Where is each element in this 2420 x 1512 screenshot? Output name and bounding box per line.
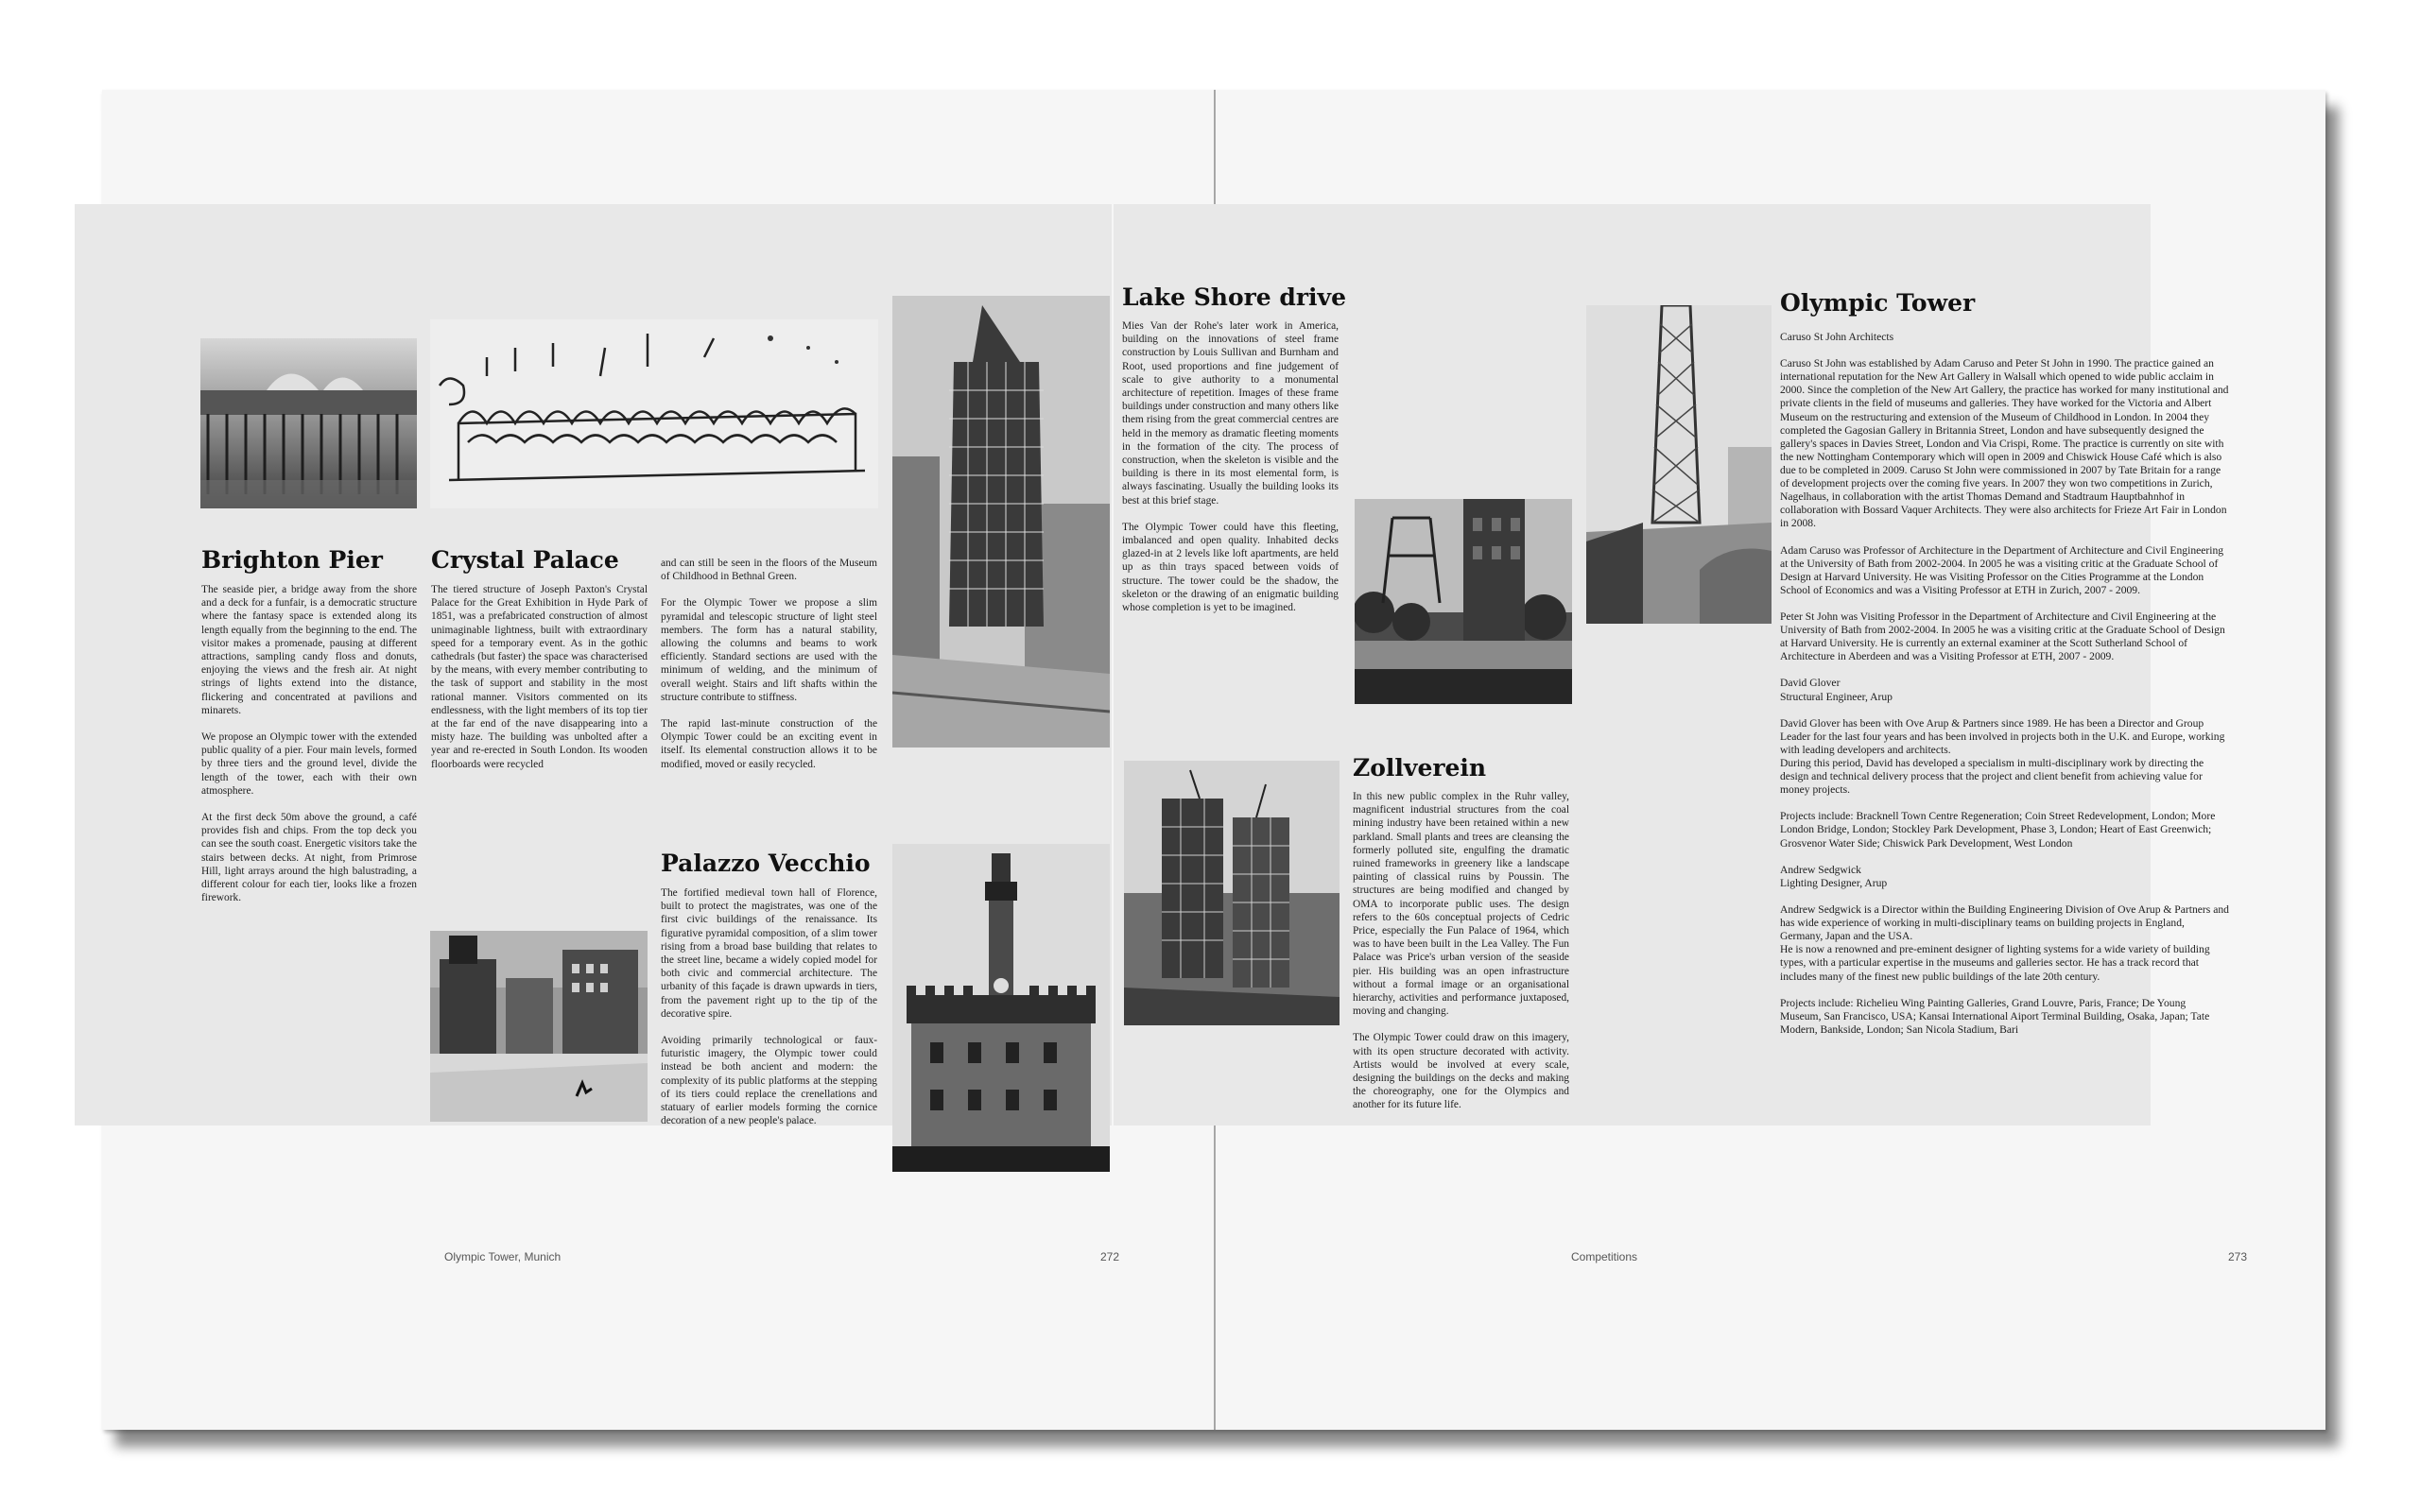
paragraph: Adam Caruso was Professor of Architecture in the Department of Architecture and Civil Engineering at the University of Bath from 2002-2004. In 2005 he was a visiting critic at the Graduate School of Design at Harvard University. He was Visiting Professor on the Cities Programme at the London School of Economics and was a Visiting Professor at ETH in Zurich, 2007 - 2009.	[1780, 543, 2224, 596]
olympic-tower-lattice-photo	[1586, 305, 1772, 624]
brighton-pier-photo	[200, 338, 417, 508]
paragraph: David Glover Structural Engineer, Arup	[1780, 677, 1893, 703]
paragraph: Andrew Sedgwick is a Director within the Building Engineering Division of Ove Arup & Partners and has wide experience of working in multi-disciplinary teams on building projects in England, Germany, Japan and the USA. He is now a renowned and pre-eminent designer of lighting systems for a wide variety of building types, with a particular expertise in the museums and galleries sector. He has a track record that includes many of the finest new public buildings of the late 20th century.	[1780, 903, 2229, 983]
palazzo-vecchio-text	[661, 886, 877, 1141]
zollverein-text	[1353, 790, 1569, 1125]
paragraph: Mies Van der Rohe's later work in America, building on the innovations of steel frame construction by Louis Sullivan and Burnham and Root, used proportions and fine judgement of scale to give authority to a monumental architecture of repetition. Images of these frame buildings under construction and many others like them rising from the great commercial centres are held in the memory as dramatic fleeting moments in the formation of the city. The process of construction, when the skeleton is visible and the building is there in its most elemental form, is always fascinating. Usually the building looks its best at this brief stage.	[1122, 320, 1339, 507]
lake-shore-towers-construction-photo	[1124, 761, 1340, 1025]
paragraph: The seaside pier, a bridge away from the shore and a deck for a funfair, is a democratic structure where the fantasy space is extended along its length equally from the beginning to the end. The visitor makes a promenade, pausing at different attractions, sampling candy floss and donuts, enjoying the views and the fresh air. At night strings of lights extend into the distance, flickering and concentrated at pavilions and minarets.	[201, 584, 417, 716]
left-running-footer: Olympic Tower, Munich	[444, 1250, 562, 1263]
paragraph: At the first deck 50m above the ground, a café provides fish and chips. From the top deck you can see the south coast. Energetic visitors take the stairs between decks. At night, from Primrose Hill, light arrays around the high balustrading, a different colour for each tier, looks like a frozen firework.	[201, 812, 417, 904]
palazzo-vecchio-photo	[892, 844, 1110, 1172]
paragraph: and can still be seen in the floors of the Museum of Childhood in Bethnal Green.	[661, 558, 877, 583]
paragraph: Caruso St John was established by Adam Caruso and Peter St John in 1990. The practice gained an international reputation for the New Art Gallery in Walsall which opened to wide public acclaim in 2000. Since the completion of the New Art Gallery, the practice has worked for many institutional and private clients in the field of museums and galleries. They have worked for the Victoria and Albert Museum on the restructuring and extension of the Museum of Childhood in London. In 2004 they completed the Gagosian Gallery in Britannia Street, London and have subsequently designed the gallery's spaces in Davies Street, London and Via Crispi, Rome. The practice is currently on site with the new Nottingham Contemporary which will open in 2009 and Chiswick House Café which is also due to be completed in 2009. Caruso St John were commissioned in 2007 by Tate Britain for a range of development projects over the coming five years. In 2007 they won two competitions in Zurich, Nagelhaus, in collaboration with the artist Thomas Demand and Stadtraum Hauptbahnhof in collaboration with Bossard Vaquer Architects. They were also architects for Frieze Art Fair in London in 2008.	[1780, 357, 2229, 530]
paragraph: For the Olympic Tower we propose a slim pyramidal and telescopic structure of light steel members. The form has a natural stability, allowing the columns and beams to work efficiently. Standard sections are used with the minimum of welding, and the minimum of overall weight. Stairs and lift shafts within the structure contribute to stiffness.	[661, 597, 877, 703]
crystal-palace-sketch	[430, 319, 878, 508]
brighton-pier-text	[201, 583, 417, 918]
paragraph: Andrew Sedgwick Lighting Designer, Arup	[1780, 863, 1888, 889]
paragraph: In this new public complex in the Ruhr valley, magnificent industrial structures from the coal mining industry have been retained within a new parkland. Small plants and trees are cleansing the formerly polluted site, engulfing the dramatic ruined frameworks in greenery like a landscape painting of classical ruins by Poussin. The structures are being modified and changed by OMA to incorporate public uses. The design refers to the 60s conceptual projects of Cedric Price, especially the Fun Palace of 1964, which was to have been built in the Lea Valley. The Fun Palace was Price's urban version of the seaside pier. His building was an open infrastructure without a formal image or an organisational hierarchy, activities and performance juxtaposed, moving and changing.	[1353, 791, 1569, 1018]
olympic-tower-credits	[1780, 331, 2229, 1050]
crystal-palace-text	[431, 583, 648, 784]
paragraph: The Olympic Tower could draw on this imagery, with its open structure decorated with activity. Artists would be involved at every scale, designing the buildings on the decks and making the choreography, one for the Olympics and another for its future life.	[1353, 1032, 1569, 1111]
paragraph: Projects include: Bracknell Town Centre Regeneration; Coin Street Redevelopment, London; More London Bridge, London; Stockley Park Development, Phase 3, London; Heart of East Greenwich; Grosvenor Water Side; Chiswick Park Development, West London	[1780, 810, 2216, 850]
palazzo-vecchio-heading: Palazzo Vecchio	[661, 850, 871, 877]
paragraph: Peter St John was Visiting Professor in the Department of Architecture and Civil Engineering at the University of Bath from 2002-2004. In 2005 he was a visiting critic at the Graduate School of Design at Harvard University. He is currently an external examiner at the Scott Sutherland School of Architecture in Aberdeen and was a Visiting Professor at ETH, 2007 - 2009.	[1780, 610, 2225, 663]
crystal-palace-heading: Crystal Palace	[431, 546, 619, 574]
paragraph: Avoiding primarily technological or faux-futuristic imagery, the Olympic tower could instead be both ancient and modern: the complexity of its public platforms at the stepping of its tiers could replace the crenellations and statuary of earlier models forming the cornice decoration of a new people's palace.	[661, 1035, 877, 1127]
paragraph: Caruso St John Architects	[1780, 331, 1894, 343]
lake-shore-drive-heading: Lake Shore drive	[1122, 284, 1346, 311]
olympic-tower-heading: Olympic Tower	[1780, 289, 1976, 317]
brighton-pier-heading: Brighton Pier	[201, 546, 383, 574]
paragraph: The Olympic Tower could have this fleeting, imbalanced and open quality. Inhabited decks glazed-in at 2 levels like loft apartments, are held up as thin trays spaced between voids of structure. The tower could be the shadow, the skeleton or the drawing of an enigmatic building whose completion is yet to be imagined.	[1122, 521, 1339, 614]
right-page-number: 273	[2228, 1250, 2248, 1263]
column-three-text	[661, 557, 877, 784]
right-running-footer: Competitions	[1571, 1250, 1638, 1263]
zollverein-colliery-photo	[1355, 499, 1572, 704]
lake-shore-drive-text	[1122, 319, 1339, 627]
paragraph: The rapid last-minute construction of the Olympic Tower could be an exciting event in itself. Its elemental construction allows it to be modified, moved or easily recycled.	[661, 718, 877, 770]
paragraph: The tiered structure of Joseph Paxton's Crystal Palace for the Great Exhibition in Hyde Park of 1851, was a prefabricated construction of almost unimaginable lightness, built with extraordinary speed for a temporary event. As in the gothic cathedrals (but faster) the space was characterised by the means, with every member contributing to the task of support and stability in the most rational manner. Visitors commented on its endlessness, with the light members of its top tier at the far end of the nave disappearing into a misty haze. The building was unbolted after a year and re-erected in South London. Its wooden floorboards were recycled	[431, 584, 648, 770]
zollverein-heading: Zollverein	[1353, 754, 1487, 782]
paragraph: David Glover has been with Ove Arup & Partners since 1989. He has been a Director and Group Leader for the last four years and has been involved in projects both in the U.K. and Europe, working with leading developers and architects. During this period, David has developed a specialism in multi-disciplinary work by directing the design and technical delivery process that the project and client benefit from achieving value for money projects.	[1780, 716, 2225, 797]
paragraph: We propose an Olympic tower with the extended public quality of a pier. Four main levels, formed by three tiers and the ground level, divide the length of the tower, each with their own atmosphere.	[201, 731, 417, 797]
paragraph: The fortified medieval town hall of Florence, built to protect the magistrates, was one of the first civic buildings of the renaissance. Its figurative pyramidal composition, of a slim tower rising from a broad base building that relates to the street line, became a widely copied model for both civic and commercial architecture. The urbanity of this façade is drawn upwards in tiers, from the pavement right up to the tip of the decorative spire.	[661, 887, 877, 1020]
paragraph: Projects include: Richelieu Wing Painting Galleries, Grand Louvre, Paris, France; De Young Museum, San Francisco, USA; Kansai International Aiport Terminal Building, Osaka, Japan; Tate Modern, Bankside, London; San Nicola Stadium, Bari	[1780, 996, 2210, 1036]
new-york-rooftops-photo	[430, 931, 648, 1122]
left-page-number: 272	[1100, 1250, 1120, 1263]
chicago-skyscraper-construction-photo	[892, 296, 1110, 747]
